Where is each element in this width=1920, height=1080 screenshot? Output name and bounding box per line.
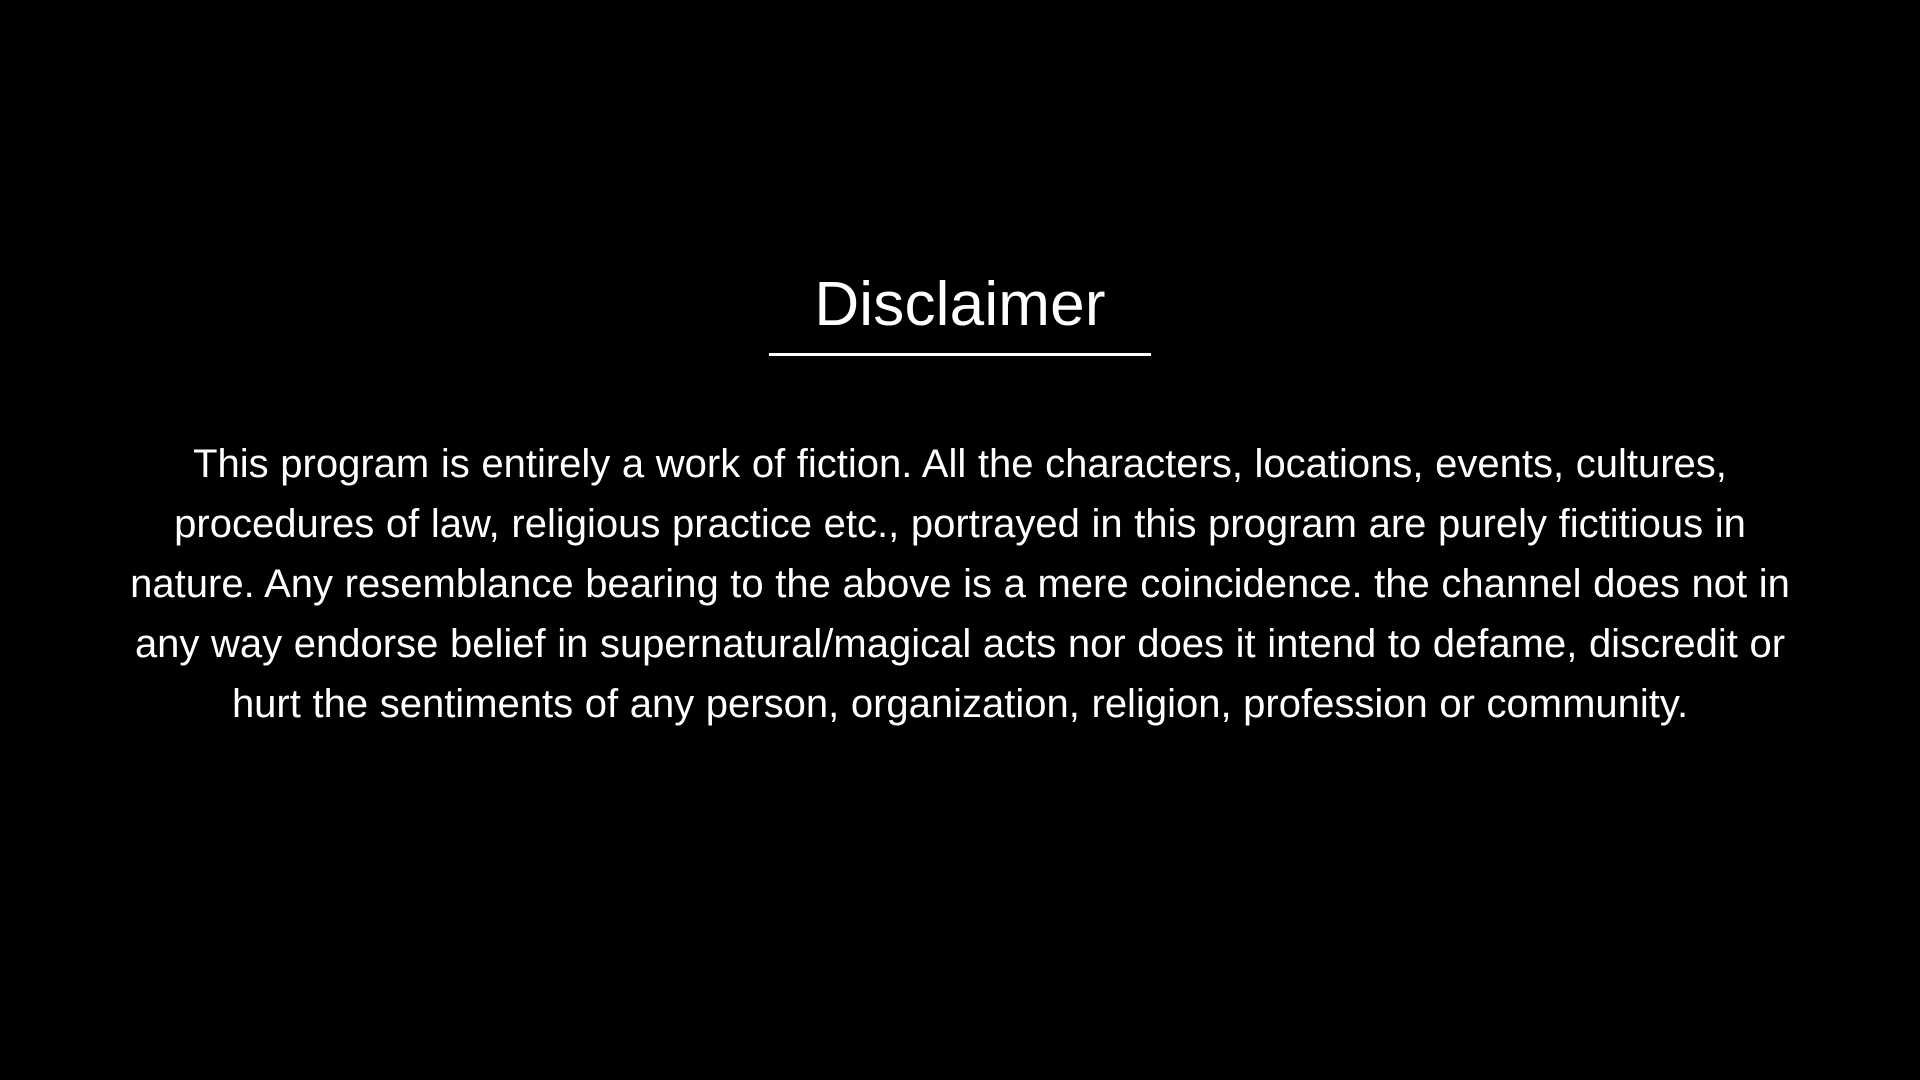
title-underline-divider bbox=[769, 353, 1151, 356]
disclaimer-body-block bbox=[130, 394, 1790, 774]
page-title: Disclaimer bbox=[814, 270, 1106, 339]
title-block bbox=[769, 272, 1151, 356]
disclaimer-text: This program is entirely a work of fiction. All the characters, locations, events, cultures, procedures of law, religious practice etc., portrayed in this program are purely fictitious in nature. Any resemblance bearing to the above is a mere coincidence. the channel does not in any way endorse belief in supernatural/magical acts nor does it intend to defame, discredit or hurt the sentiments of any person, organization, religion, profession or community. bbox=[130, 442, 1790, 727]
